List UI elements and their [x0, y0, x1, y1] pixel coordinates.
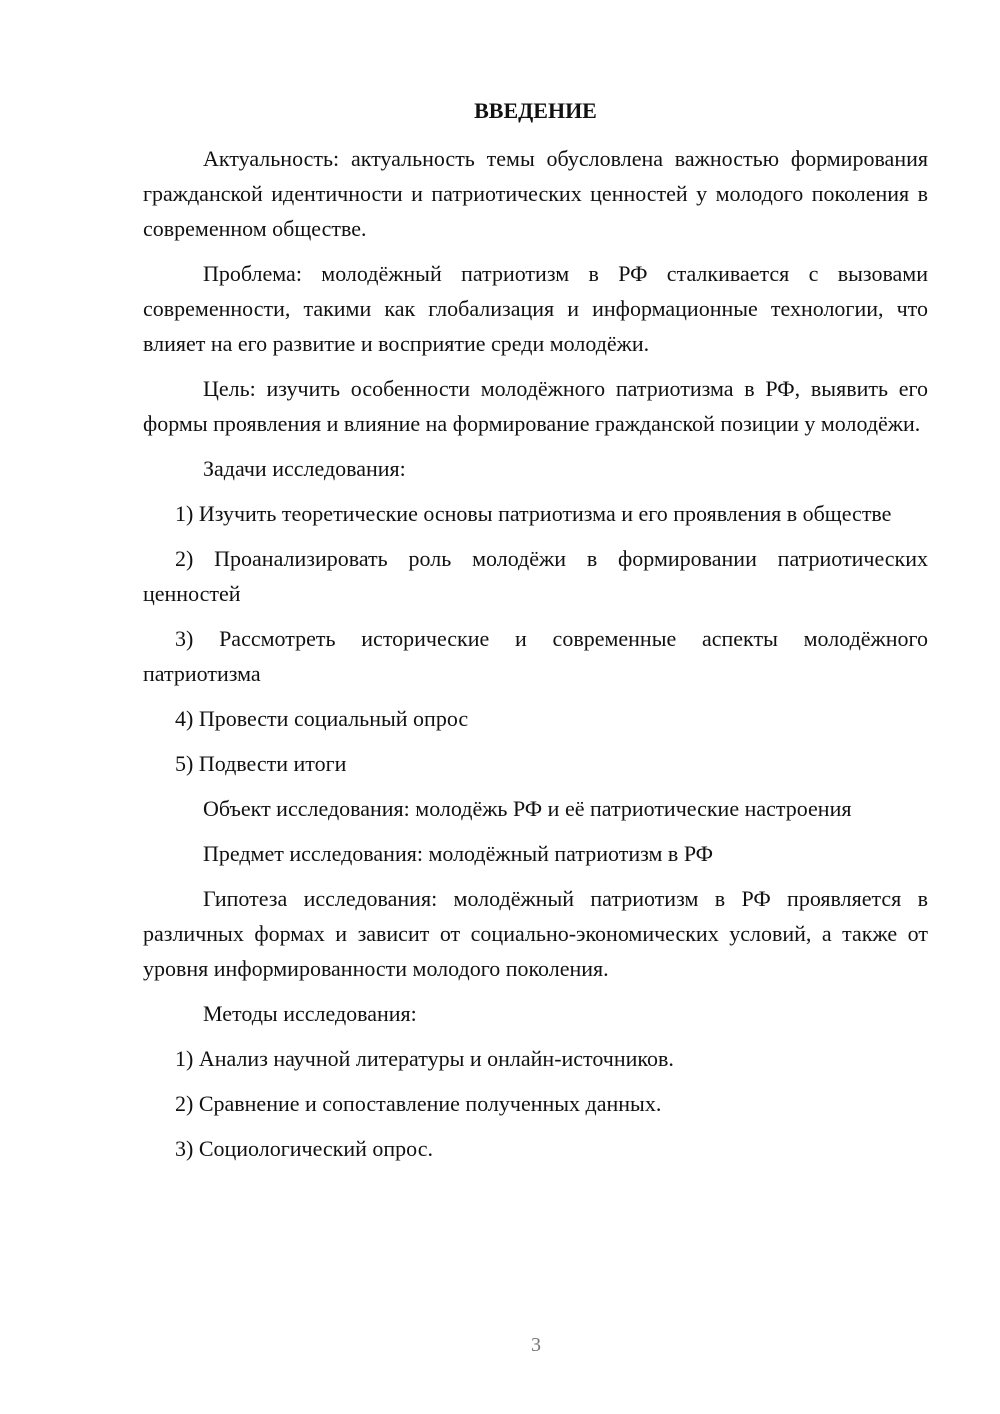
goal-paragraph: Цель: изучить особенности молодёжного патриотизма в РФ, выявить его формы проявления и влияние на формирование гражданской позиции у молодёжи. — [143, 376, 928, 436]
relevance-paragraph: Актуальность: актуальность темы обусловлена важностью формирования гражданской идентичности и патриотических ценностей у молодого поколения в современном обществе. — [143, 146, 928, 241]
research-object-paragraph: Объект исследования: молодёжь РФ и её патриотические настроения — [203, 796, 852, 821]
task-item-3: 3) Рассмотреть исторические и современные аспекты молодёжного патриотизма — [143, 626, 928, 686]
method-item-1: 1) Анализ научной литературы и онлайн-источников. — [175, 1046, 674, 1071]
document-body — [143, 96, 928, 1176]
task-item-2: 2) Проанализировать роль молодёжи в формировании патриотических ценностей — [143, 546, 928, 606]
problem-paragraph: Проблема: молодёжный патриотизм в РФ сталкивается с вызовами современности, такими как глобализация и информационные технологии, что влияет на его развитие и восприятие среди молодёжи. — [143, 261, 928, 356]
tasks-heading: Задачи исследования: — [203, 456, 406, 481]
method-item-2: 2) Сравнение и сопоставление полученных данных. — [175, 1091, 662, 1116]
research-subject-paragraph: Предмет исследования: молодёжный патриотизм в РФ — [203, 841, 714, 866]
task-item-4: 4) Провести социальный опрос — [175, 706, 469, 731]
method-item-3: 3) Социологический опрос. — [175, 1136, 433, 1161]
section-title: ВВЕДЕНИЕ — [474, 98, 597, 123]
methods-heading: Методы исследования: — [203, 1001, 417, 1026]
page-number: 3 — [531, 1334, 541, 1356]
task-item-5: 5) Подвести итоги — [175, 751, 347, 776]
task-item-1: 1) Изучить теоретические основы патриотизма и его проявления в обществе — [175, 501, 892, 526]
hypothesis-paragraph: Гипотеза исследования: молодёжный патриотизм в РФ проявляется в различных формах и зависит от социально-экономических условий, а также от уровня информированности молодого поколения. — [143, 886, 928, 981]
